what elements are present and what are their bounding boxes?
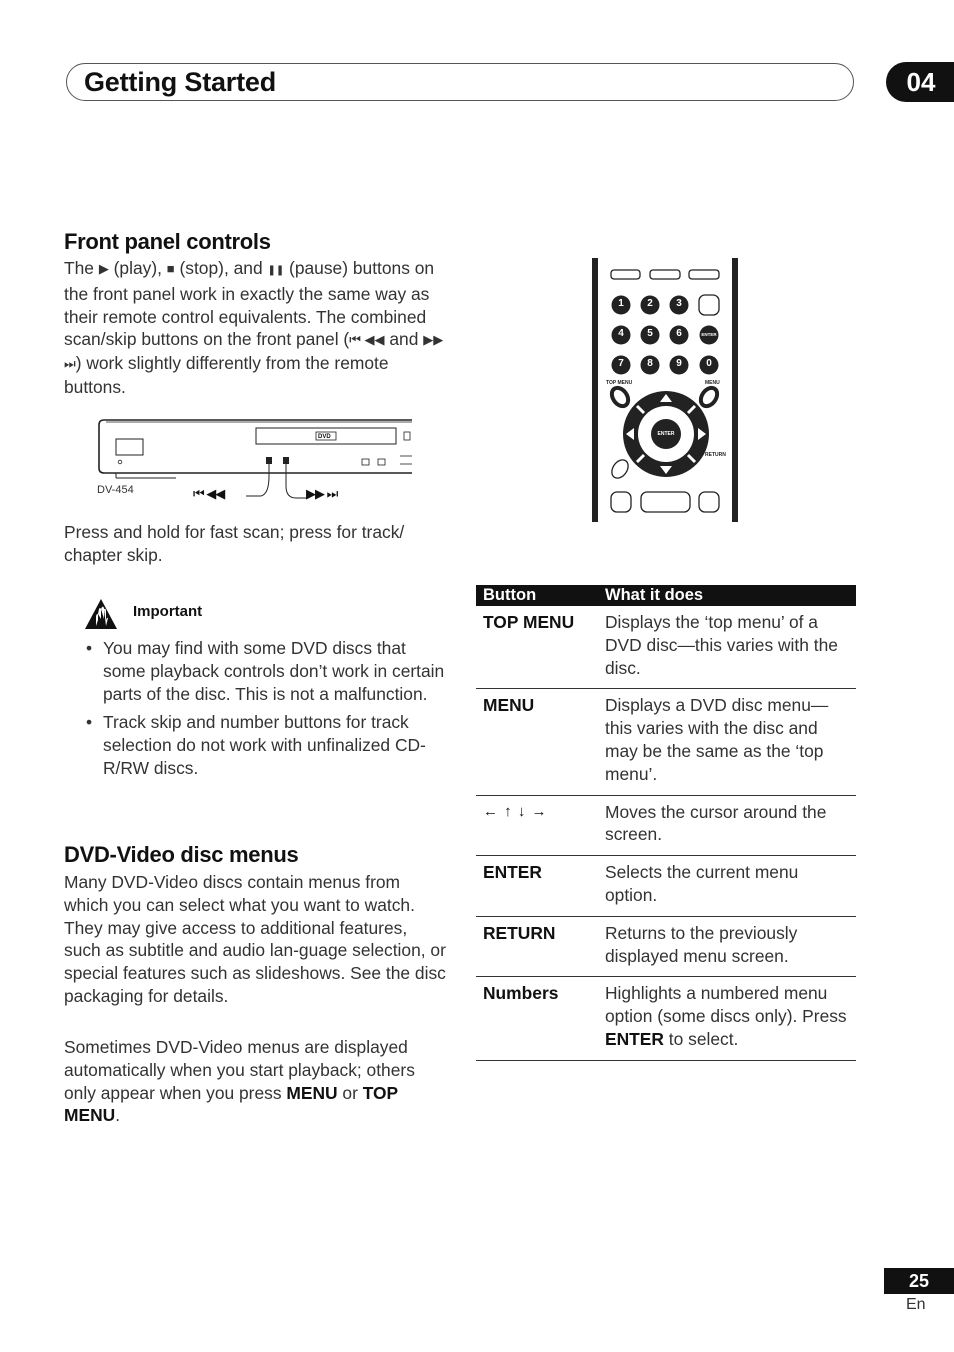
bullet-icon: • [86, 638, 93, 658]
remote-control-drawing [592, 256, 740, 524]
table-row [476, 606, 856, 689]
list-item: • You may find with some DVD discs that some playback controls don’t work in certain parts of the disc. This is not a malfunction. [86, 638, 445, 704]
chapter-number-badge: 04 [886, 62, 954, 102]
model-label: DV-454 [97, 484, 134, 496]
remote-menu-label: MENU [705, 380, 720, 386]
button-description: Moves the cursor around the screen. [598, 795, 856, 856]
pause-icon: ❚❚ [267, 265, 285, 276]
front-panel-illustration [96, 418, 416, 500]
remote-digit-4: 4 [618, 328, 624, 339]
language-label: En [906, 1296, 926, 1313]
remote-digit-8: 8 [647, 358, 653, 369]
play-icon: ▶ [98, 261, 109, 276]
scan-skip-note: Press and hold for fast scan; press for track/ chapter skip. [64, 522, 405, 565]
table-row [476, 795, 856, 856]
table-row [476, 916, 856, 977]
dvd-player-drawing [96, 418, 416, 500]
important-label: Important [133, 603, 203, 620]
button-name: RETURN [476, 916, 598, 977]
dvd-menus-paragraph-2: Sometimes DVD-Video menus are displayed automatically when you start playback; others only appear when you press MENU or TOP MENU. [64, 1037, 415, 1126]
forward-scan-skip-icon: ▶▶ ⏭ [64, 332, 444, 372]
remote-return-label: RETURN [705, 452, 726, 458]
page-title: Getting Started [84, 67, 277, 97]
button-description: Highlights a numbered menu option (some discs only). Press ENTER to select. [598, 977, 856, 1060]
button-description: Selects the current menu option. [598, 856, 856, 917]
stop-icon: ■ [166, 261, 175, 276]
list-item: • Track skip and number buttons for track selection do not work with unfinalized CD-R/RW discs. [86, 712, 426, 778]
button-description: Returns to the previously displayed menu screen. [598, 916, 856, 977]
remote-digit-3: 3 [676, 298, 682, 309]
dvd-logo: DVD [318, 434, 331, 440]
remote-control-illustration [592, 256, 740, 524]
button-name: TOP MENU [476, 606, 598, 689]
remote-digit-6: 6 [676, 328, 682, 339]
remote-digit-7: 7 [618, 358, 624, 369]
front-panel-intro: The ▶ (play), ■ (stop), and ❚❚ (pause) buttons on the front panel work in exactly the same way as their remote control equivalents. The combined scan/skip buttons on the front panel (⏮ ◀◀ and ▶▶ ⏭) work slightly differently from the remote buttons. [64, 258, 444, 397]
bullet-icon: • [86, 712, 93, 733]
table-row [476, 856, 856, 917]
table-header-row [476, 585, 856, 606]
remote-digit-0: 0 [706, 358, 712, 369]
dvd-menus-heading: DVD-Video disc menus [64, 842, 299, 867]
table-row [476, 689, 856, 795]
front-panel-heading: Front panel controls [64, 229, 271, 254]
remote-digit-2: 2 [647, 298, 653, 309]
page-number: 25 [884, 1268, 954, 1294]
remote-digit-5: 5 [647, 328, 653, 339]
important-notes-list [86, 637, 446, 786]
button-function-table [476, 585, 856, 1061]
remote-enter-center-label: ENTER [657, 431, 675, 437]
button-name: ENTER [476, 856, 598, 917]
remote-digit-9: 9 [676, 358, 682, 369]
button-name: Numbers [476, 977, 598, 1060]
table-row [476, 977, 856, 1060]
dvd-menus-paragraph-1: Many DVD-Video discs contain menus from which you can select what you want to watch. They may give access to additional features, such as subtitle and audio lan-guage selection, or special features such as slideshows. See the disc packaging for details. [64, 872, 446, 1006]
remote-digit-1: 1 [618, 298, 624, 309]
reverse-skip-label: ⏮ ◀◀ [193, 486, 225, 501]
column-header-button: Button [476, 585, 598, 606]
arrow-keys-icon: ← ↑ ↓ → [476, 795, 598, 856]
remote-enter-small-label: ENTER [701, 332, 717, 337]
remote-top-menu-label: TOP MENU [606, 380, 633, 386]
reverse-skip-scan-icon: ⏮ ◀◀ [349, 332, 385, 348]
important-warning-icon [84, 597, 118, 631]
column-header-description: What it does [598, 585, 856, 606]
forward-skip-label: ▶▶ ⏭ [306, 486, 338, 501]
button-name: MENU [476, 689, 598, 795]
button-description: Displays a DVD disc menu—this varies with the disc and may be the same as the ‘top menu’. [598, 689, 856, 795]
button-description: Displays the ‘top menu’ of a DVD disc—this varies with the disc. [598, 606, 856, 689]
